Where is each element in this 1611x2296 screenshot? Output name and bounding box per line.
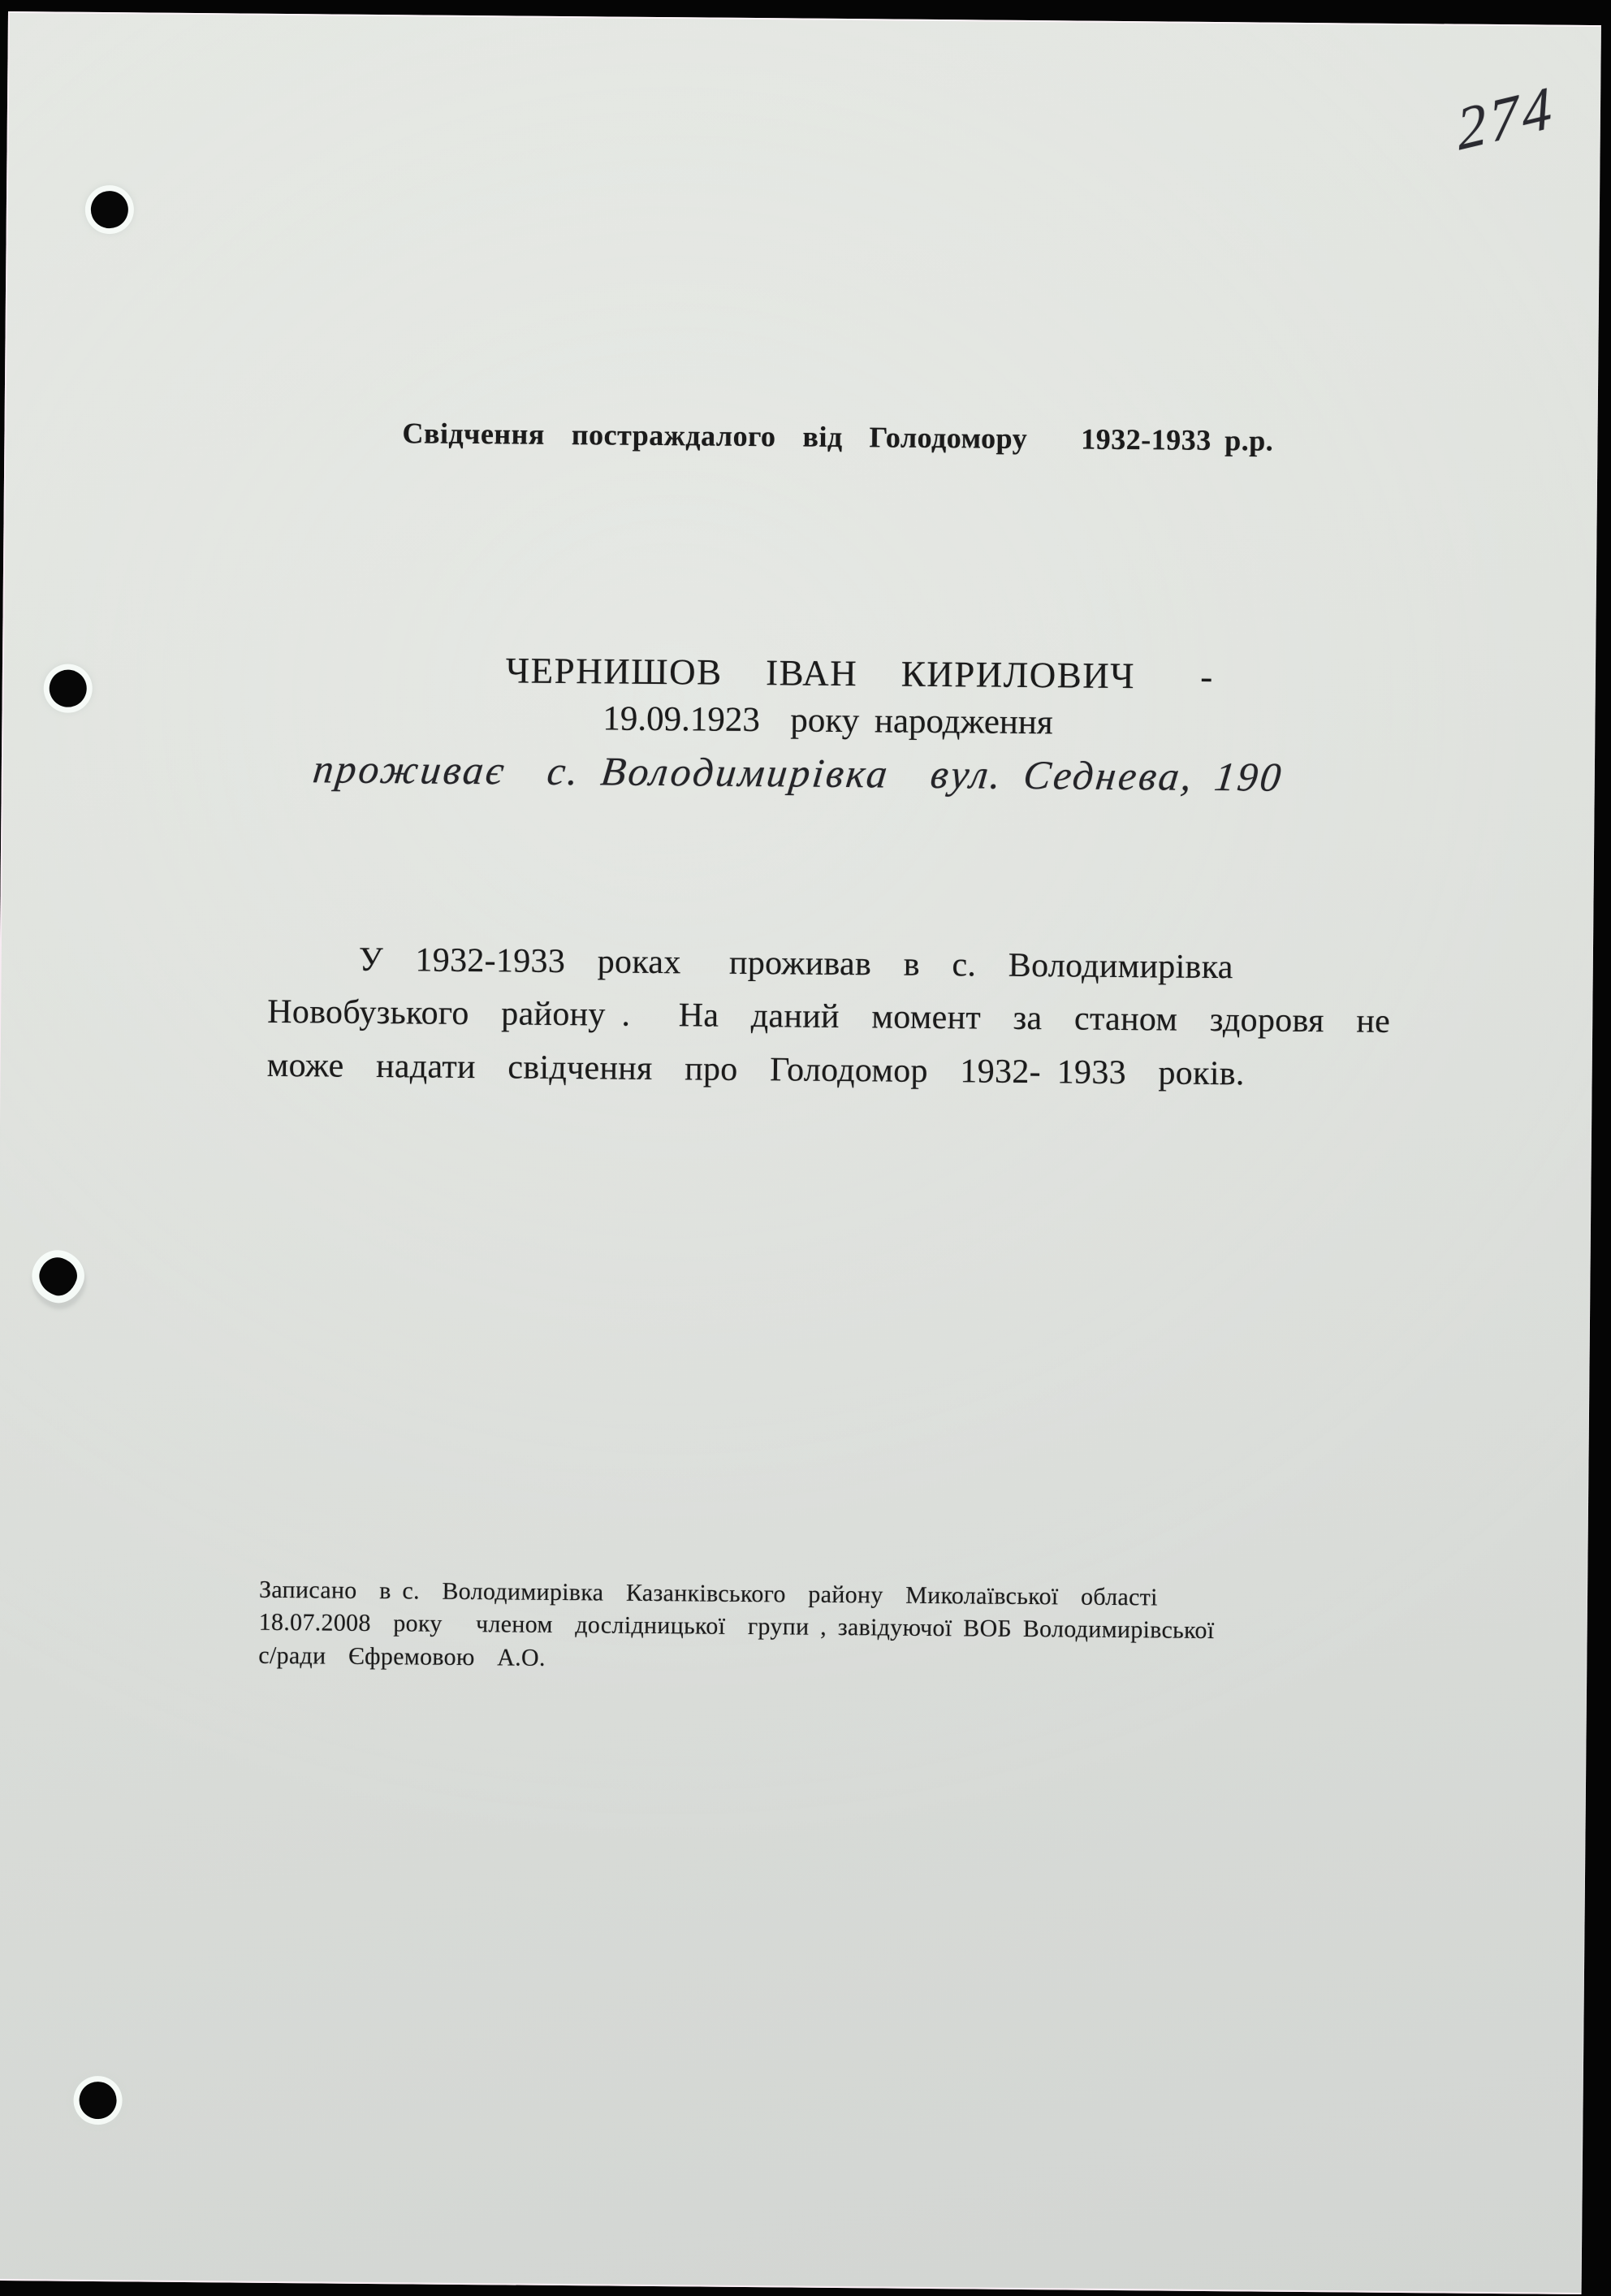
punch-hole-3 <box>34 1252 81 1299</box>
witness-name: ЧЕРНИШОВ ІВАН КИРИЛОВИЧ - <box>505 650 1215 697</box>
recording-note-line-2: 18.07.2008 року членом дослідницької групи , завідуючої ВОБ Володимирівської <box>258 1608 1215 1645</box>
witness-birthdate: 19.09.1923 року народження <box>603 699 1053 742</box>
punch-hole-1 <box>91 191 128 228</box>
recording-note-line-3: с/ради Єфремовою А.О. <box>258 1641 546 1671</box>
document-page <box>0 11 1601 2294</box>
document-title: Свідчення постраждалого від Голодомору 1932-1933 р.р. <box>402 417 1274 457</box>
handwritten-page-number: 274 <box>1453 73 1558 164</box>
recording-note-line-1: Записано в с. Володимирівка Казанківського району Миколаївської області <box>258 1576 1158 1611</box>
handwritten-residence-note: проживає с. Володимирівка вул. Седнева, 190 <box>310 746 1286 800</box>
body-paragraph-line-1: У 1932-1933 роках проживав в с. Володимирівка <box>358 940 1233 987</box>
body-paragraph-line-2: Новобузького району . На даний момент за станом здоровя не <box>267 992 1391 1040</box>
body-paragraph-line-3: може надати свідчення про Голодомор 1932- 1933 років. <box>266 1046 1245 1093</box>
punch-hole-4 <box>79 2082 116 2119</box>
punch-hole-2 <box>50 669 87 707</box>
